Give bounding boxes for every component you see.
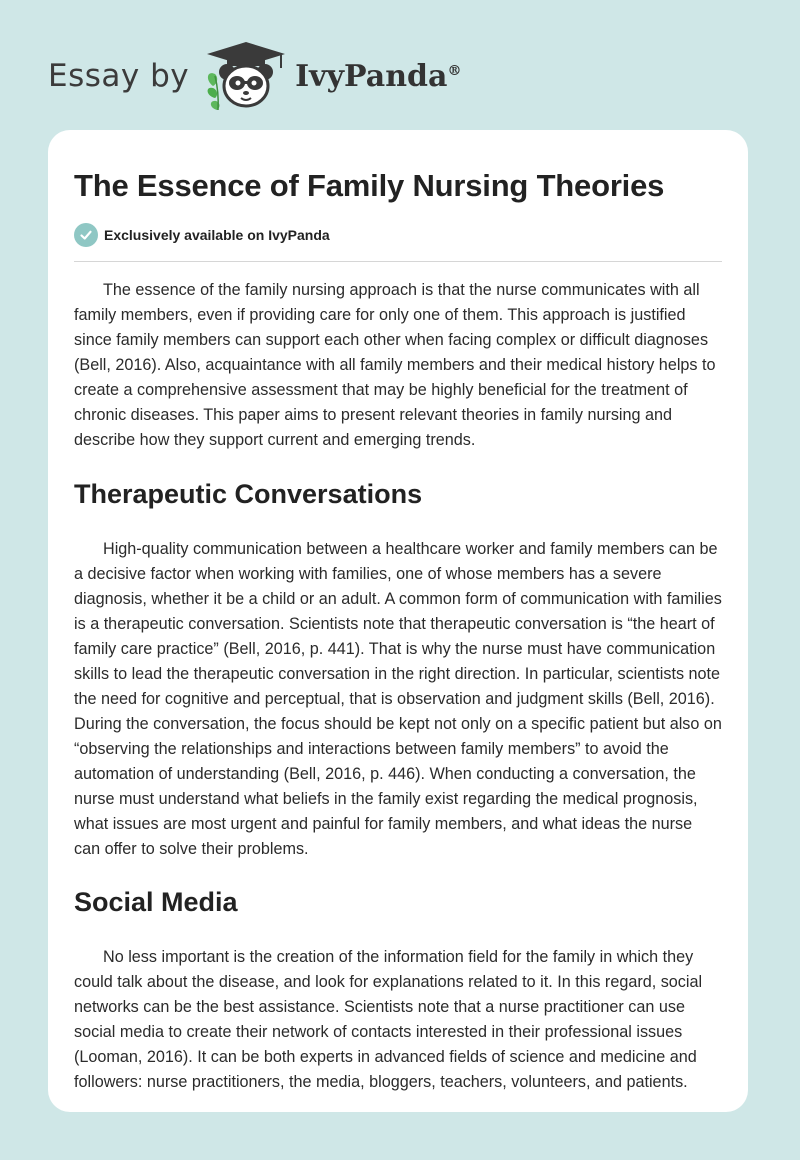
site-header [48,36,461,116]
article-title: The Essence of Family Nursing Theories [74,168,665,203]
section-heading-social-media: Social Media [74,887,238,917]
registered-mark: ® [447,62,462,79]
section-paragraph-social-media: No less important is the creation of the information field for the family in which they could talk about the disease, and look for explanations related to it. In this regard, social networks can be the best assistance. Scientists note that a nurse practitioner can use social media to create their network of contacts interested in their professional issues (Looman, 2016). It can be both experts in advanced fields of science and medicine and followers: nurse practitioners, the media, bloggers, teachers, volunteers, and patients. [74,948,703,1091]
exclusive-badge [74,223,722,262]
brand-name[interactable] [295,59,461,94]
section-heading-therapeutic-conversations: Therapeutic Conversations [74,479,423,509]
check-icon [74,223,98,247]
section-paragraph-therapeutic-conversations: High-quality communication between a healthcare worker and family members can be a decisive factor when working with families, one of whose members has a severe diagnosis, whether it be a child or an adult. A common form of communication with families is a therapeutic conversation. Scientists note that therapeutic conversation is “the heart of family care practice” (Bell, 2016, p. 441). That is why the nurse must have communication skills to lead the therapeutic conversation in the right direction. In particular, scientists note the need for cognitive and perceptual, that is observation and judgment skills (Bell, 2016). During the conversation, the focus should be kept not only on a specific patient but also on “observing the relationships and interactions between family members” to avoid the automation of understanding (Bell, 2016, p. 446). When conducting a conversation, the nurse must understand what beliefs in the family exist regarding the medical prognosis, what issues are most urgent and painful for family members, and what ideas the nurse can offer to solve their problems. [74,540,722,858]
panda-logo-icon[interactable] [203,40,289,112]
essay-by-label: Essay by [48,58,190,94]
exclusive-badge-label: Exclusively available on IvyPanda [104,227,330,243]
brand-name-text: IvyPanda [295,58,448,94]
article-card [48,130,748,1112]
intro-paragraph: The essence of the family nursing approach is that the nurse communicates with all family members, even if providing care for only one of them. This approach is justified since family members can support each other when facing complex or difficult diagnoses (Bell, 2016). Also, acquaintance with all family members and their medical history helps to create a comprehensive assessment that may be highly beneficial for the treatment of chronic diseases. This paper aims to present relevant theories in family nursing and describe how they support current and emerging trends. [74,281,716,449]
